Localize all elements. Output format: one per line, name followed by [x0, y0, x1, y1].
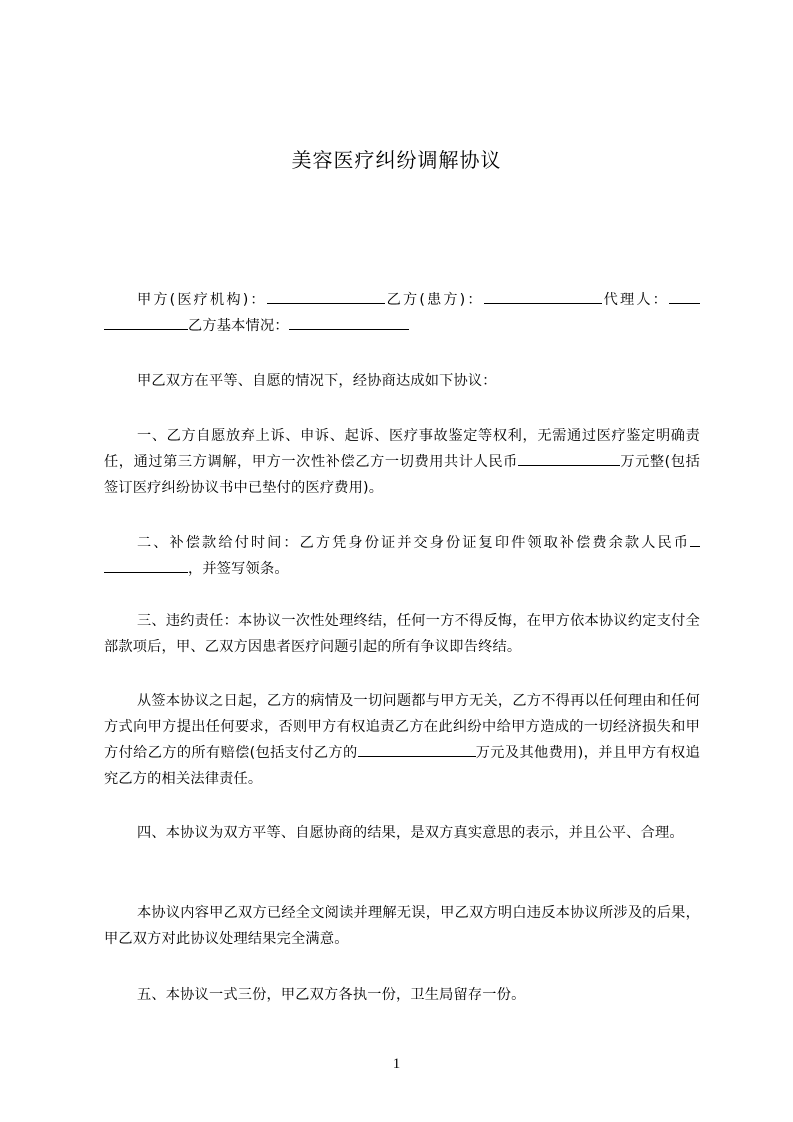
party-b-blank	[484, 289, 602, 304]
clause-2-amount-blank-start	[690, 532, 700, 547]
agent-blank-end	[104, 315, 188, 330]
clause-3b-amount-blank	[358, 742, 476, 757]
clause-2-text-b: ，并签写领条。	[188, 561, 289, 577]
clause-1-amount-blank	[518, 451, 606, 466]
party-b-info-label: 乙方基本情况：	[188, 318, 289, 334]
clause-1-amount-blank-cont	[606, 451, 620, 466]
clause-2-paragraph	[104, 530, 700, 582]
clause-3b-paragraph	[104, 688, 700, 792]
clause-1-text-a: 一、乙方自愿放弃上诉、申诉、起诉、医疗事故鉴定等权利，无需通过医疗鉴定明确责任，通过第三方调解，甲方一次性补偿乙方一切费用共计人民币	[104, 428, 700, 470]
agent-label: 代理人：	[601, 292, 669, 308]
page-number: 1	[392, 1056, 401, 1072]
clause-3-paragraph: 三、违约责任：本协议一次性处理终结，任何一方不得反悔，在甲方依本协议约定支付全部款项后，甲、乙双方因患者医疗问题引起的所有争议即告终结。	[104, 613, 700, 655]
clause-5-paragraph: 五、本协议一式三份，甲乙双方各执一份，卫生局留存一份。	[137, 987, 526, 1003]
party-b-label: 乙方(患方)：	[384, 292, 484, 308]
clause-2-text-a: 二、补偿款给付时间：乙方凭身份证并交身份证复印件领取补偿费余款人民币	[137, 535, 690, 551]
party-a-label: 甲方(医疗机构)：	[137, 292, 267, 308]
document-title: 美容医疗纠纷调解协议	[291, 148, 502, 172]
clause-4b-paragraph: 本协议内容甲乙双方已经全文阅读并理解无误，甲乙双方明白违反本协议所涉及的后果，甲乙双方对此协议处理结果完全满意。	[104, 905, 700, 947]
clause-4-paragraph: 四、本协议为双方平等、自愿协商的结果，是双方真实意思的表示，并且公平、合理。	[137, 825, 684, 841]
clause-2-amount-blank	[104, 558, 188, 573]
agent-blank-start	[669, 289, 700, 304]
clause-1-paragraph	[104, 423, 700, 501]
party-a-blank	[267, 289, 385, 304]
parties-paragraph	[104, 287, 700, 339]
clause-3b-text-a: 从签本协议之日起，乙方的病情及一切问题都与甲方无关，乙方不得再以任何理由和任何方式向甲方提出任何要求，否则甲方有权追责乙方在此纠纷中给甲方造成的一切经济损失和甲方付给乙方的所有赔偿(包括支付乙方的	[104, 693, 700, 761]
intro-paragraph: 甲乙双方在平等、自愿的情况下，经协商达成如下协议：	[137, 373, 497, 389]
clause-3b-text-b: 万元及其他费用)，并且甲方有权追究乙方的相关法律责任。	[104, 745, 700, 787]
party-b-info-blank	[289, 315, 409, 330]
clause-1-text-b: 万元整(包括签订医疗纠纷协议书中已垫付的医疗费用)。	[104, 454, 700, 496]
